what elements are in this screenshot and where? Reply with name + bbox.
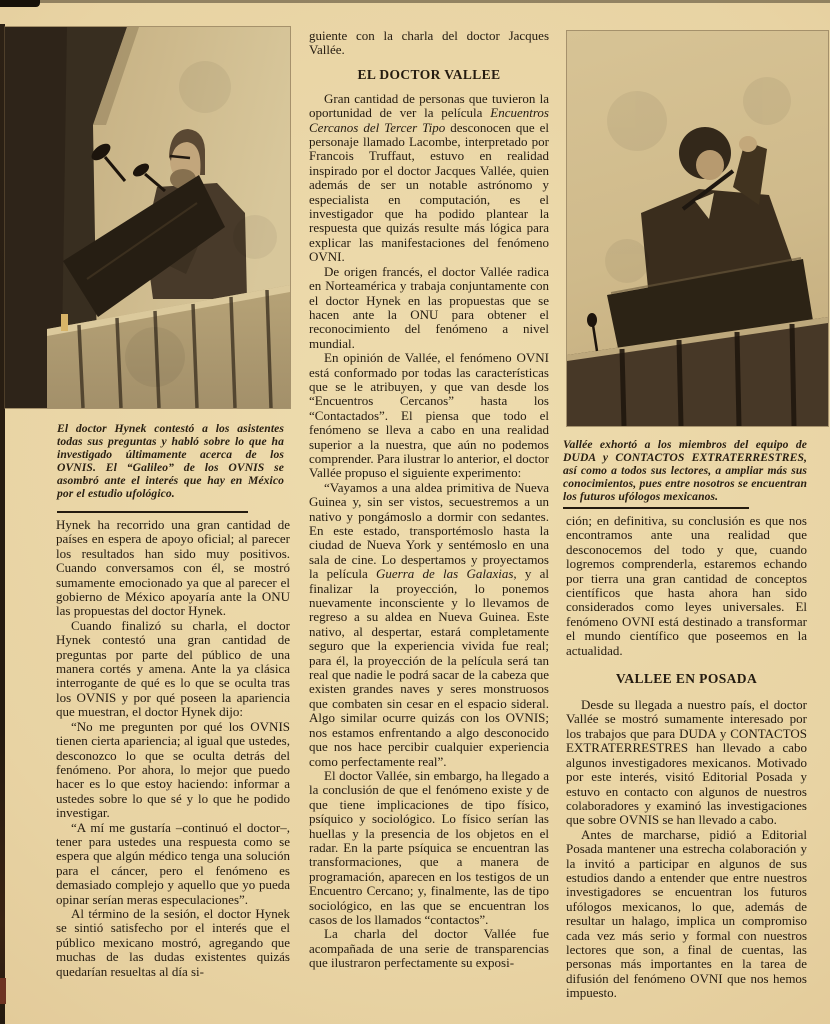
vallee-photo-caption: Vallée exhortó a los miembros del equipo de DUDA y CONTACTOS EXTRATERRESTRES, así como a todos sus lectores, a ampliar más sus conocimientos, pues entre nosotros se encuentran los futuros ufólogos mexicanos. [563, 438, 807, 503]
paragraph: ción; en definitiva, su conclusión es que nos encontramos ante una realidad que desconocemos del todo y que, cuando logremos comprenderla, estaremos echando por tierra una gran cantidad de conceptos científicos que hasta ahora han sido considerados como leyes universales. El fenómeno OVNI está destinado a transformar el mundo científico que poseemos en la actualidad. [566, 514, 807, 658]
paragraph: “A mí me gustaría –continuó el doctor–, tener para ustedes una respuesta como se espera que algún médico tenga una solución para el cáncer, pero el fenómeno es demasiado complejo y aquello que yo pueda opinar serían meras especulaciones”. [56, 819, 290, 907]
speaker-face [696, 150, 724, 180]
column-middle-intro [309, 29, 549, 58]
paragraph: El doctor Vallée, sin embargo, ha llegado a la conclusión de que el fenómeno existe y de que tiene implicaciones de tipo físico, psíquico y sociológico. Lo físico serían las huellas y la presencia de los objetos en el radar. En la parte psíquica se encuentran las transformaciones, que a manera de programación, aparecen en los testigos de un Encuentro Cercano; y, finalmente, las de tipo sociológico, en las que se encuentran los casos de los llamados “contactos”. [309, 767, 549, 927]
column-middle-paragraphs [309, 92, 549, 971]
paragraph: Gran cantidad de personas que tuvieron la oportunidad de ver la película Encuentros Cercanos del Tercer Tipo desconocen que el personaje llamado Lacombe, interpretado por Francois Truffaut, estuvo en realidad inspirado por el doctor Jacques Vallée, quien además de ser un notable astrónomo y especialista en computación, es el investigador que ha podido plantear la respuesta que quizás resulte más lógica para explicar las manifestaciones del fenómeno OVNI. [309, 90, 549, 265]
page-edge-artifact [0, 0, 830, 3]
page-edge-artifact [0, 978, 6, 1004]
paragraph: Hynek ha recorrido una gran cantidad de países en espera de apoyo oficial; al parecer los resultados han sido muy positivos. Cuando conversamos con él, se mostró sumamente emocionado ya que al parecer el gobierno de México apoyaría ante la ONU las propuestas del doctor Hynek. [56, 518, 290, 619]
column-left-paragraphs [56, 518, 290, 979]
caption-rule-left [57, 511, 248, 513]
hynek-photo-caption: El doctor Hynek contestó a los asistentes todas sus preguntas y habló sobre lo que ha investigado últimamente acerca de los OVNIS. El “Galileo” de los OVNIS se asombró ante el interés que hay en México por el estudio ufológico. [57, 422, 284, 500]
caption-rule-right [563, 507, 749, 509]
paragraph: guiente con la charla del doctor Jacques Vallée. [309, 29, 549, 58]
column-left [56, 518, 290, 1018]
paragraph: Antes de marcharse, pidió a Editorial Posada mantener una estrecha colaboración y la invitó a participar en algunos de sus estudios dando a entender que entre nuestros investigadores se encuentran los futuros ufólogos mexicanos, lo que, además de resultar un halago, implica un compromiso cada vez más serio y formal con nuestros lectores que son, a final de cuentas, las personas más importantes en la tarea de difusión del fenómeno OVNI que nos hemos impuesto. [566, 826, 807, 1001]
section-heading-el-doctor-vallee: EL DOCTOR VALLEE [357, 66, 501, 82]
vallee-lectern-photo [567, 31, 828, 426]
paragraph: De origen francés, el doctor Vallée radica en Norteamérica y trabaja conjuntamente con el doctor Hynek en las propuestas que se hacen ante la ONU para obtener el reconocimiento del fenómeno a nivel mundial. [309, 263, 549, 351]
section-heading-vallee-en-posada: VALLEE EN POSADA [615, 671, 758, 687]
column-right [566, 514, 807, 1020]
paragraph: “Vayamos a una aldea primitiva de Nueva Guinea y, sin ser vistos, secuestremos a un nativo y pongámoslo a dormir con sedantes. En este estado, transportémoslo hasta la ciudad de Nueva York y sentémoslo en una sala de cine. Lo despertamos y proyectamos la película Guerra de las Galaxias, y al finalizar la proyección, lo ponemos nuevamente inconsciente y lo llevamos de regreso a su aldea en Nueva Guinea. Este nativo, al despertar, estará completamente seguro que la experiencia vivida fue real; para él, la proyección de la película será tan real que nadie le podrá sacar de la cabeza que existen grandes naves y seres monstruosos que combaten sin cesar en el espacio sideral. Algo similar ocurre quizás con los OVNIS; nos estamos enfrentando a algo desconocido que nos hace percibir cualquier experiencia como perfectamente real”. [309, 479, 549, 769]
paragraph: Al término de la sesión, el doctor Hynek se sintió satisfecho por el interés que el público mexicano mostró, agregando que muchas de las dudas existentes quizás quedarían resueltas al día si- [56, 905, 290, 979]
vallee-photo-illustration [567, 31, 828, 426]
speaker-hand [739, 136, 757, 152]
column-right-paragraphs-top [566, 514, 807, 658]
podium-lamp [61, 314, 68, 331]
paragraph: Cuando finalizó su charla, el doctor Hynek contestó una gran cantidad de preguntas por parte del público de una manera cortés y amena. Ante la ya clásica interrogante de qué es lo que se oculta tras los OVNIS y por qué poseen la apariencia que muestran, el doctor Hynek dijo: [56, 617, 290, 720]
column-right-paragraphs-bottom [566, 698, 807, 1001]
paragraph: Desde su llegada a nuestro país, el doctor Vallée se mostró sumamente interesado por los trabajos que para DUDA y CONTACTOS EXTRATERRESTRES han llevado a cabo algunos investigadores mexicanos. Motivado por este interés, visitó Editorial Posada y estuvo en contacto con algunos de nuestros colaboradores y examinó las investigaciones que sobre OVNIS se han llevado a cabo. [566, 697, 807, 828]
hynek-photo-illustration [5, 27, 290, 408]
hynek-podium-photo [5, 27, 290, 408]
paragraph: La charla del doctor Vallée fue acompañada de una serie de transparencias que ilustraron perfectamente su exposi- [309, 926, 549, 971]
paragraph: “No me pregunten por qué los OVNIS tienen cierta apariencia; al igual que ustedes, desconozco lo que se oculta detrás del fenómeno. Por ahora, lo mejor que puedo hacer es lo que estoy haciendo: informar a ustedes sobre lo que sé y lo que he podido investigar. [56, 718, 290, 821]
page-edge-artifact [0, 0, 40, 7]
paragraph: En opinión de Vallée, el fenómeno OVNI está conformado por todas las características que se le atribuyen, y que van desde los “Encuentros Cercanos” hasta los “Contactados”. El piensa que todo el fenómeno se lleva a cabo en una realidad superior a la nuestra, que aún no podemos comprender. Para ilustrar lo anterior, el doctor Vallée propuso el siguiente experimento: [309, 350, 549, 481]
column-middle [309, 29, 549, 1021]
